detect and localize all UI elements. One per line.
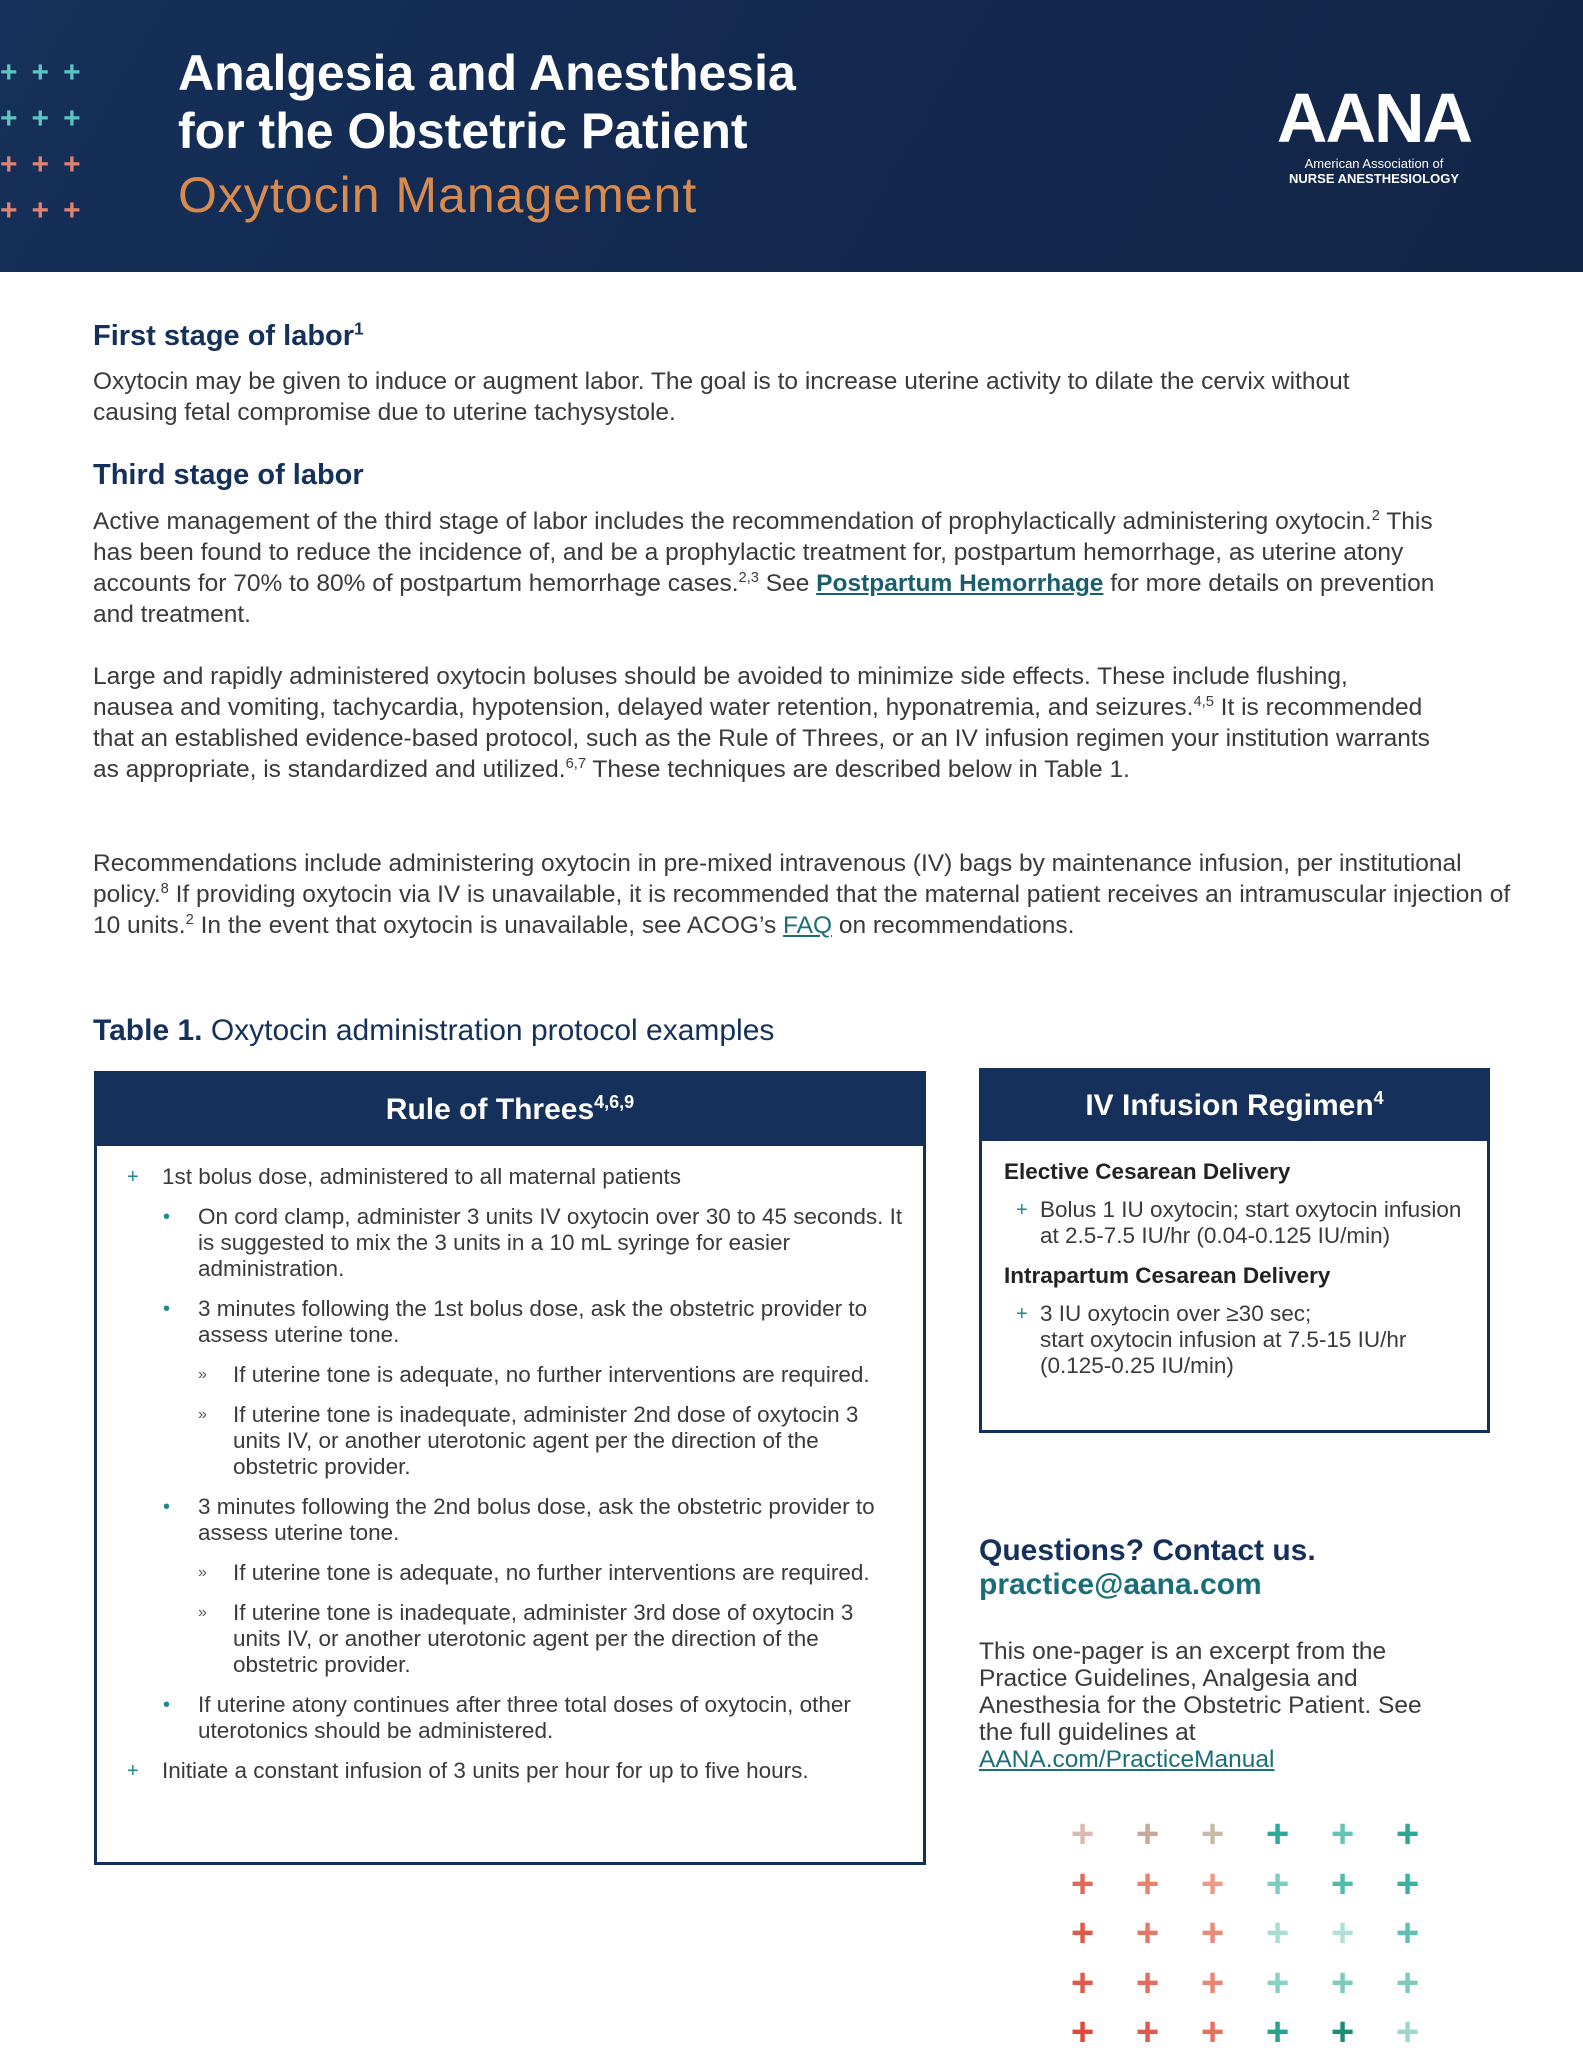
third-stage-paragraph-3: Recommendations include administering oxytocin in pre-mixed intravenous (IV) bags by maintenance infusion, per institutional policy.$^8$ If providing oxytocin via IV is unavailable, it is recommended that the maternal patient receives an intramuscular injection of 10 units.$^2$ In the event that oxytocin is unavailable, see ACOG’s FAQ on recommendations.: [93, 850, 1511, 939]
plus-icon: +: [1330, 1812, 1355, 1856]
plus-icon: +: [63, 148, 81, 181]
plus-icon: +: [1395, 1861, 1420, 1906]
plus-icon: +: [1330, 1911, 1355, 1955]
excerpt-note: This one-pager is an excerpt from the Practice Guidelines, Analgesia and Anesthesia for the Obstetric Patient. See the full guidelines at AANA.com/PracticeManual: [979, 1638, 1422, 1773]
rule-of-threes-list: [97, 1146, 923, 1784]
rule-of-threes-box: [94, 1071, 926, 1865]
plus-icon: +: [31, 148, 50, 181]
document-title: [178, 44, 796, 160]
third-stage-heading: Third stage of labor: [93, 459, 364, 491]
title-line-1: Analgesia and Anesthesia: [178, 45, 796, 101]
header-plus-pattern: [0, 50, 100, 234]
third-stage-paragraph-2: Large and rapidly administered oxytocin boluses should be avoided to minimize side effects. These include flushing, nausea and vomiting, tachycardia, hypotension, delayed water retention, hyponatremia, and seizures.$^{4,5}$ It is recommended that an established evidence-based protocol, such as the Rule of Threes, or an IV infusion regimen your institution warrants as appropriate, is standardized and utilized.$^{6,7}$ These techniques are described below in Table 1.: [93, 663, 1430, 783]
contact-email-link[interactable]: practice@aana.com: [979, 1568, 1262, 1601]
decorative-plus-grid: [1050, 1810, 1440, 2058]
iv-infusion-title: IV Infusion Regimen$^4$: [982, 1071, 1487, 1141]
plus-icon: +: [1330, 1861, 1355, 1906]
plus-row: [0, 50, 100, 96]
plus-icon: +: [0, 148, 18, 181]
rule-list-item: » If uterine tone is inadequate, administer 3rd dose of oxytocin 3 units IV, or another uterotonic agent per the direction of the obstetric provider.: [198, 1600, 854, 1677]
plus-icon: +: [1135, 1861, 1160, 1906]
plus-icon: +: [31, 56, 50, 89]
faq-link[interactable]: FAQ: [783, 912, 833, 939]
page-header: [0, 0, 1583, 272]
plus-icon: +: [1395, 1960, 1420, 2005]
rule-list-item: + Initiate a constant infusion of 3 units per hour for up to five hours.: [127, 1758, 809, 1783]
elective-heading: Elective Cesarean Delivery: [1004, 1159, 1291, 1184]
plus-icon: +: [63, 194, 81, 227]
plus-row: [0, 96, 100, 142]
table-caption-text: Oxytocin administration protocol examples: [202, 1014, 775, 1047]
rule-list-item: + 1st bolus dose, administered to all maternal patients: [127, 1164, 682, 1189]
logo-line-2: NURSE ANESTHESIOLOGY: [1289, 171, 1459, 186]
chevron-bullet-icon: »: [198, 1604, 207, 1621]
rule-of-threes-title: Rule of Threes$^{4,6,9}$: [97, 1074, 923, 1146]
plus-icon: +: [1395, 1911, 1420, 1955]
plus-icon: +: [1330, 2010, 1355, 2054]
plus-icon: +: [1135, 1960, 1160, 2005]
intrapartum-item: + 3 IU oxytocin over ≥30 sec; start oxytocin infusion at 7.5-15 IU/hr (0.125-0.25 IU/min): [1004, 1301, 1469, 1379]
plus-icon: +: [63, 56, 81, 89]
plus-icon: +: [1265, 2010, 1290, 2054]
title-line-2: for the Obstetric Patient: [178, 103, 748, 159]
chevron-bullet-icon: »: [198, 1406, 207, 1423]
plus-icon: +: [1395, 1812, 1420, 1856]
plus-icon: +: [1135, 2010, 1160, 2054]
plus-bullet-icon: +: [127, 1166, 139, 1188]
plus-icon: +: [1135, 1812, 1160, 1856]
rule-list-item: • 3 minutes following the 1st bolus dose, ask the obstetric provider to assess uterine tone.: [163, 1296, 868, 1347]
practice-manual-link[interactable]: AANA.com/PracticeManual: [979, 1746, 1275, 1773]
rule-list-item: • If uterine atony continues after three total doses of oxytocin, other uterotonics should be administered.: [163, 1692, 851, 1743]
logo-wordmark: AANA: [1276, 79, 1472, 157]
rule-list-item: » If uterine tone is adequate, no further interventions are required.: [198, 1560, 870, 1585]
intrapartum-heading: Intrapartum Cesarean Delivery: [1004, 1263, 1331, 1288]
plus-icon: +: [0, 194, 18, 227]
rule-list-item: • 3 minutes following the 2nd bolus dose, ask the obstetric provider to assess uterine tone.: [163, 1494, 875, 1545]
plus-icon: +: [0, 56, 18, 89]
plus-icon: +: [0, 102, 18, 135]
plus-row: [0, 188, 100, 234]
citation: 1: [354, 318, 364, 339]
plus-icon: +: [1135, 1911, 1160, 1955]
logo-line-1: American Association of: [1304, 156, 1444, 171]
contact-section: [979, 1534, 1439, 1773]
document-subtitle: Oxytocin Management: [178, 167, 698, 223]
table-caption: [93, 1014, 774, 1048]
plus-icon: +: [1070, 1960, 1095, 2005]
third-stage-paragraph-1: Active management of the third stage of labor includes the recommendation of prophylactically administering oxytocin.$^2$ This has been found to reduce the incidence of, and be a prophylactic treatment for, postpartum hemorrhage, as uterine atony accounts for 70% to 80% of postpartum hemorrhage cases.$^{2,3}$ See Postpartum Hemorrhage for more details on prevention and treatment.: [93, 507, 1435, 628]
rule-list-item: » If uterine tone is inadequate, administer 2nd dose of oxytocin 3 units IV, or another uterotonic agent per the direction of the obstetric provider.: [198, 1402, 859, 1479]
plus-icon: +: [1070, 1861, 1095, 1906]
rule-list-item: • On cord clamp, administer 3 units IV oxytocin over 30 to 45 seconds. It is suggested to mix the 3 units in a 10 mL syringe for easier administration.: [163, 1204, 903, 1281]
plus-row: [0, 142, 100, 188]
chevron-bullet-icon: »: [198, 1564, 207, 1581]
first-stage-heading: [93, 320, 364, 353]
plus-icon: +: [1070, 1812, 1095, 1856]
plus-icon: +: [63, 102, 81, 135]
plus-icon: +: [1395, 2010, 1420, 2054]
plus-icon: +: [1200, 1812, 1225, 1856]
plus-icon: +: [1200, 1911, 1225, 1955]
plus-icon: +: [1200, 2010, 1225, 2054]
plus-bullet-icon: +: [1016, 1199, 1028, 1221]
plus-icon: +: [1265, 1911, 1290, 1955]
postpartum-hemorrhage-link[interactable]: Postpartum Hemorrhage: [816, 570, 1104, 597]
plus-icon: +: [31, 194, 50, 227]
heading-text: First stage of labor: [93, 320, 355, 352]
chevron-bullet-icon: »: [198, 1366, 207, 1383]
elective-item: + Bolus 1 IU oxytocin; start oxytocin infusion at 2.5-7.5 IU/hr (0.04-0.125 IU/min): [1004, 1197, 1469, 1249]
plus-icon: +: [1265, 1861, 1290, 1906]
plus-bullet-icon: +: [127, 1760, 139, 1782]
plus-icon: +: [1200, 1861, 1225, 1906]
plus-bullet-icon: +: [1016, 1303, 1028, 1325]
rule-list-item: » If uterine tone is adequate, no further interventions are required.: [198, 1362, 870, 1387]
plus-icon: +: [1330, 1960, 1355, 2005]
plus-icon: +: [31, 102, 50, 135]
dot-bullet-icon: •: [163, 1496, 171, 1518]
iv-infusion-box: [979, 1068, 1490, 1433]
contact-heading: Questions? Contact us.: [979, 1534, 1316, 1567]
table-label: Table 1.: [93, 1014, 203, 1047]
dot-bullet-icon: •: [163, 1206, 171, 1228]
aana-logo: [1266, 79, 1482, 186]
first-stage-text: Oxytocin may be given to induce or augment labor. The goal is to increase uterine activity to dilate the cervix without causing fetal compromise due to uterine tachysystole.: [93, 368, 1350, 426]
plus-icon: +: [1070, 1911, 1095, 1955]
plus-icon: +: [1265, 1812, 1290, 1856]
plus-icon: +: [1200, 1960, 1225, 2005]
dot-bullet-icon: •: [163, 1298, 171, 1320]
plus-icon: +: [1265, 1960, 1290, 2005]
plus-icon: +: [1070, 2010, 1095, 2054]
dot-bullet-icon: •: [163, 1694, 171, 1716]
